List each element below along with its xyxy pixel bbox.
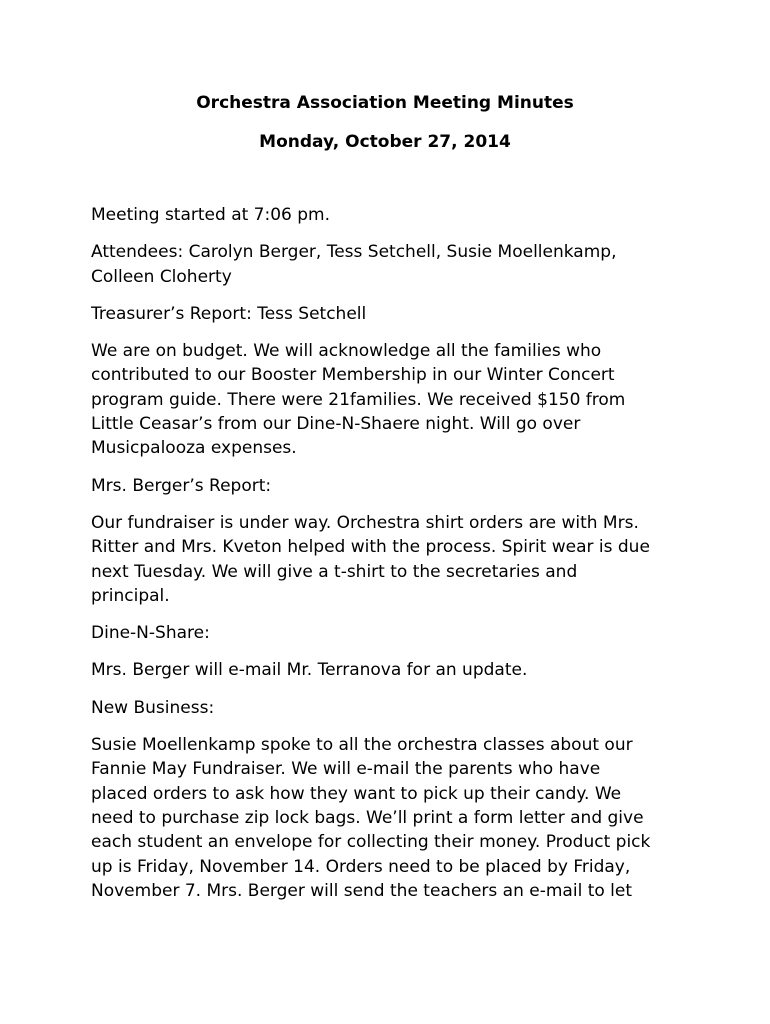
- text-line: each student an envelope for collecting their money. Product pick: [91, 832, 651, 853]
- text-line: Musicpalooza expenses.: [91, 438, 297, 459]
- text-line: November 7. Mrs. Berger will send the teachers an e-mail to let: [91, 880, 633, 901]
- paragraph-dine-n-share: [91, 658, 681, 682]
- text-line: next Tuesday. We will give a t-shirt to the secretaries and: [91, 561, 578, 582]
- text-line: Attendees: Carolyn Berger, Tess Setchell, Susie Moellenkamp,: [91, 242, 617, 263]
- text-line: Dine-N-Share:: [91, 623, 210, 644]
- heading-dine-n-share: [91, 621, 681, 645]
- document-body: [91, 203, 681, 916]
- text-line: Little Ceasar’s from our Dine-N-Shaere night. Will go over: [91, 414, 581, 435]
- heading-treasurer-report: [91, 302, 681, 326]
- text-line: Susie Moellenkamp spoke to all the orchestra classes about our: [91, 735, 633, 756]
- text-line: need to purchase zip lock bags. We’ll print a form letter and give: [91, 807, 644, 828]
- paragraph-treasurer-report: [91, 339, 681, 460]
- paragraph-berger-report: [91, 511, 681, 608]
- text-line: Our fundraiser is under way. Orchestra shirt orders are with Mrs.: [91, 512, 639, 533]
- text-line: We are on budget. We will acknowledge all the families who: [91, 341, 602, 362]
- document-title: Orchestra Association Meeting Minutes: [196, 93, 574, 113]
- text-line: up is Friday, November 14. Orders need to be placed by Friday,: [91, 856, 631, 877]
- text-line: program guide. There were 21families. We received $150 from: [91, 389, 626, 410]
- text-line: Fannie May Fundraiser. We will e-mail the parents who have: [91, 759, 601, 780]
- text-line: Meeting started at 7:06 pm.: [91, 205, 331, 225]
- text-line: Mrs. Berger’s Report:: [91, 475, 272, 496]
- paragraph-meeting-start: [91, 203, 681, 227]
- text-line: Colleen Cloherty: [91, 266, 232, 287]
- meeting-date: Monday, October 27, 2014: [259, 132, 511, 152]
- text-line: Ritter and Mrs. Kveton helped with the process. Spirit wear is due: [91, 537, 650, 558]
- text-line: Treasurer’s Report: Tess Setchell: [91, 303, 367, 324]
- text-line: Mrs. Berger will e-mail Mr. Terranova for an update.: [91, 660, 528, 681]
- paragraph-new-business: [91, 733, 681, 903]
- paragraph-attendees: [91, 240, 681, 289]
- text-line: contributed to our Booster Membership in our Winter Concert: [91, 365, 615, 386]
- heading-new-business: [91, 696, 681, 720]
- text-line: placed orders to ask how they want to pick up their candy. We: [91, 783, 622, 804]
- text-line: New Business:: [91, 697, 215, 718]
- text-line: principal.: [91, 585, 170, 606]
- heading-berger-report: [91, 474, 681, 498]
